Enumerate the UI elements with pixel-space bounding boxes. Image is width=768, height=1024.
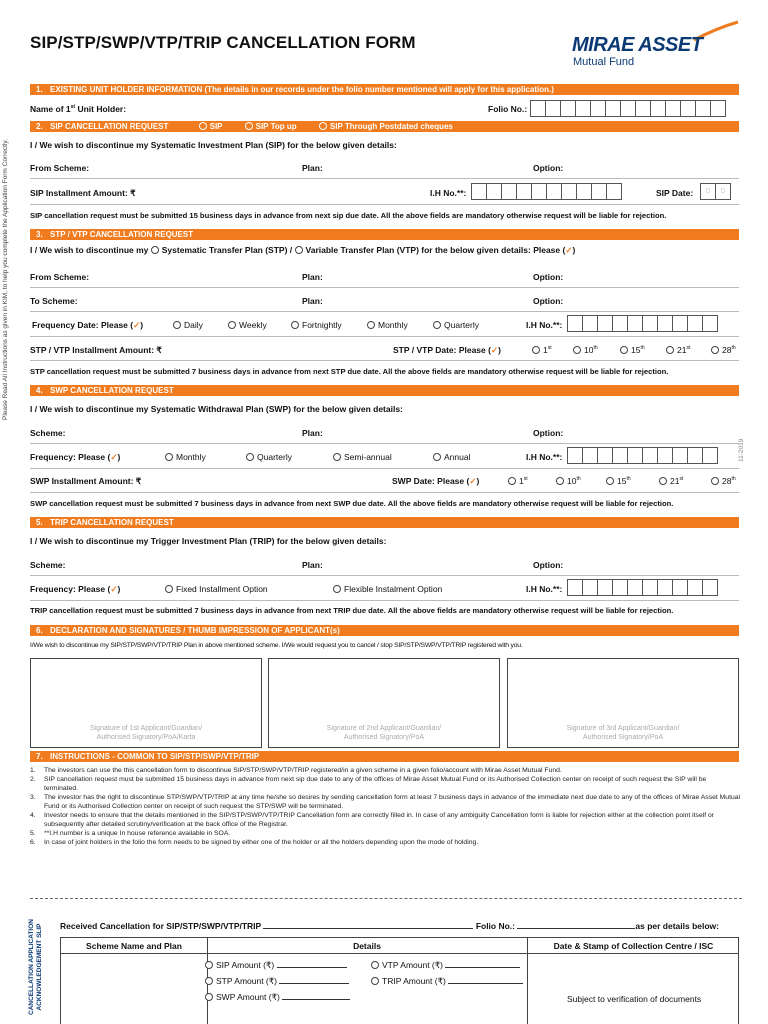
sip-amount-label: SIP Installment Amount: ₹: [30, 188, 136, 198]
stp-amount-label: STP / VTP Installment Amount: ₹: [30, 345, 162, 355]
section-title: SWP CANCELLATION REQUEST: [50, 386, 174, 395]
sip-intro: I / We wish to discontinue my Systematic Investment Plan (SIP) for the below given details:: [30, 140, 397, 150]
ack-stp[interactable]: STP Amount (₹): [205, 976, 349, 987]
swp-note: SWP cancellation request must be submitted 7 business days in advance from next SWP due date. All the above fields are mandatory otherwise request will be liable for rejection.: [30, 499, 674, 508]
section-1-header: [30, 84, 739, 95]
signature-box-2[interactable]: [268, 658, 500, 748]
stp-intro: I / We wish to discontinue my Systematic Transfer Plan (STP) / Variable Transfer Plan (VTP) for the below given details: Please (✓): [30, 245, 576, 255]
date-10th[interactable]: 10th: [556, 476, 581, 486]
section-6-header: [30, 625, 739, 636]
instruction-item: 2. SIP cancellation request must be submitted 15 business days in advance from next sip due date to any of the offices of Mirae Asset Mutual Fund or its Authorised Collection center on receipt of such request the SIP will be terminated.: [30, 776, 707, 792]
section-7-header: [30, 751, 739, 762]
trip-intro: I / We wish to discontinue my Trigger Investment Plan (TRIP) for the below given details:: [30, 536, 387, 546]
instruction-item: 3. The investor has the right to discontinue STP/SWP/VTP/TRIP at any time he/she so desires by sending cancellation form at least 7 business days in advance of the immediate next due date to any of the offices of Mirae Asset Mutual Fund or its Authorised Collection center on receipt of such request the STP/SWP will be terminated.: [30, 794, 741, 810]
ack-trip[interactable]: TRIP Amount (₹): [371, 976, 523, 987]
freq-monthly[interactable]: Monthly: [367, 320, 408, 330]
freq-daily[interactable]: Daily: [173, 320, 203, 330]
freq-quarterly[interactable]: Quarterly: [246, 452, 292, 462]
swp-intro: I / We wish to discontinue my Systematic Withdrawal Plan (SWP) for the below given details:: [30, 404, 403, 414]
freq-flexible[interactable]: Flexible Instalment Option: [333, 584, 442, 594]
freq-quarterly[interactable]: Quarterly: [433, 320, 479, 330]
date-15th[interactable]: 15th: [620, 345, 645, 355]
option-label: Option:: [533, 272, 564, 282]
freq-fortnightly[interactable]: Fortnightly: [291, 320, 342, 330]
folio-label: Folio No.:: [488, 104, 528, 114]
logo-sub: Mutual Fund: [573, 56, 635, 68]
ih-label: I.H No.**:: [526, 452, 563, 462]
verify-note: Subject to verification of documents: [567, 994, 702, 1004]
date-10th[interactable]: 10th: [573, 345, 598, 355]
ack-vtp[interactable]: VTP Amount (₹): [371, 960, 520, 971]
section-2-header: [30, 121, 739, 132]
option-label: Option:: [533, 428, 564, 438]
sip-date-field[interactable]: D D: [701, 183, 731, 200]
swp-date-label: SWP Date: Please (✓): [392, 476, 480, 486]
freq-fixed[interactable]: Fixed Installment Option: [165, 584, 268, 594]
to-scheme-label: To Scheme:: [30, 296, 78, 306]
ih-number-field[interactable]: [568, 315, 718, 332]
freq-semi-annual[interactable]: Semi-annual: [333, 452, 392, 462]
section-3-header: [30, 229, 739, 240]
ack-sip[interactable]: SIP Amount (₹): [205, 960, 347, 971]
tick-icon: ✓: [565, 245, 573, 255]
col-scheme: Scheme Name and Plan: [86, 941, 182, 951]
swp-frequency-label: Frequency: Please (✓): [30, 452, 121, 462]
date-28th[interactable]: 28th: [711, 476, 736, 486]
instruction-item: 6. In case of joint holders in the folio the form needs to be signed by either one of the holder or all the holders depending upon the mode of holding.: [30, 839, 479, 846]
section-num: 4.: [36, 386, 43, 395]
ih-label: I.H No.**:: [526, 584, 563, 594]
ack-swp[interactable]: SWP Amount (₹): [205, 992, 350, 1003]
section-5-header: [30, 517, 739, 528]
instructions-list: [30, 766, 742, 847]
stp-date-label: STP / VTP Date: Please (✓): [393, 345, 501, 355]
radio-icon[interactable]: [295, 246, 303, 254]
ack-received-line: Received Cancellation for SIP/STP/SWP/VTP/TRIP Folio No.: as per details below:: [60, 921, 719, 931]
scheme-label: Scheme:: [30, 560, 66, 570]
section-num: 7.: [36, 752, 43, 761]
folio-number-field[interactable]: [531, 100, 726, 117]
section-num: 5.: [36, 518, 43, 527]
section-num: 1.: [36, 85, 43, 94]
instruction-item: 1. The investors can use the this cancellation form to discontinue SIP/STP/SWP/VTP/TRIP registered/in a given scheme in a given folio/account with Mirae Asset Mutual Fund.: [30, 767, 562, 774]
section-title: STP / VTP CANCELLATION REQUEST: [50, 230, 194, 239]
ih-number-field[interactable]: [472, 183, 622, 200]
section-title: TRIP CANCELLATION REQUEST: [50, 518, 174, 527]
freq-weekly[interactable]: Weekly: [228, 320, 267, 330]
section-title: INSTRUCTIONS - COMMON TO SIP/STP/SWP/VTP/TRIP: [50, 752, 260, 761]
from-scheme-label: From Scheme:: [30, 163, 90, 173]
col-details: Details: [353, 941, 381, 951]
declaration-text: I/We wish to discontinue my SIP/STP/SWP/VTP/TRIP Plan in above mentioned scheme. I/We would request you to cancel / stop SIP/STP/SWP/VTP/TRIP registered with you.: [30, 642, 523, 649]
cut-line: [30, 898, 742, 899]
sip-note: SIP cancellation request must be submitted 15 business days in advance from next sip due date. All the above fields are mandatory otherwise request will be liable for rejection.: [30, 211, 667, 220]
from-scheme-label: From Scheme:: [30, 272, 90, 282]
instruction-item: 5. **I.H number is a unique In house reference available in SOA.: [30, 830, 231, 837]
trip-frequency-label: Frequency: Please (✓): [30, 584, 121, 594]
scheme-label: Scheme:: [30, 428, 66, 438]
date-28th[interactable]: 28th: [711, 345, 736, 355]
ih-label: I.H No.**:: [430, 188, 467, 198]
signature-label: Signature of 1st Applicant/Guardian/ Authorised Signatory/PoA/Karta: [89, 725, 203, 741]
mirae-asset-logo: [572, 20, 742, 70]
trip-note: TRIP cancellation request must be submitted 7 business days in advance from next TRIP due date. All the above fields are mandatory otherwise request will be liable for rejection.: [30, 606, 674, 615]
stp-note: STP cancellation request must be submitted 7 business days in advance from next STP due date. All the above fields are mandatory otherwise request will be liable for rejection.: [30, 367, 669, 376]
option-label: Option:: [533, 296, 564, 306]
side-note: Please Read All Instructions as given in KIM, to help you complete the Application Form Correctly.: [2, 139, 9, 420]
stp-frequency-label: Frequency Date: Please (✓): [32, 320, 144, 330]
section-title: SIP CANCELLATION REQUEST: [50, 122, 169, 131]
date-1st[interactable]: 1st: [508, 476, 528, 486]
plan-label: Plan:: [302, 296, 323, 306]
date-1st[interactable]: 1st: [532, 345, 552, 355]
plan-label: Plan:: [302, 560, 323, 570]
sip-date-label: SIP Date:: [656, 188, 694, 198]
sip-topup-option[interactable]: SIP Top up: [245, 122, 297, 131]
ih-label: I.H No.**:: [526, 320, 563, 330]
radio-icon: [245, 122, 253, 130]
ih-number-field[interactable]: [568, 579, 718, 596]
option-label: Option:: [533, 163, 564, 173]
section-4-header: [30, 385, 739, 396]
signature-box-3[interactable]: [507, 658, 739, 748]
form-title: SIP/STP/SWP/VTP/TRIP CANCELLATION FORM: [30, 33, 416, 52]
section-num: 3.: [36, 230, 43, 239]
section-title: DECLARATION AND SIGNATURES / THUMB IMPRESSION OF APPLICANT(s): [50, 626, 340, 635]
form-code: 11-2019: [738, 438, 745, 462]
logo-brand: MIRAE ASSET: [572, 34, 703, 56]
date-21st[interactable]: 21st: [659, 476, 683, 486]
swp-amount-label: SWP Installment Amount: ₹: [30, 476, 142, 486]
sip-postdated-option[interactable]: SIP Through Postdated cheques: [319, 122, 453, 131]
ack-side-label: CANCELLATION APPLICATION ACKNOWLEDGEMENT SLIP: [28, 919, 43, 1015]
ih-number-field[interactable]: [568, 447, 718, 464]
date-21st[interactable]: 21st: [666, 345, 690, 355]
freq-monthly[interactable]: Monthly: [165, 452, 206, 462]
name-label: Name of 1st Unit Holder:: [30, 104, 127, 114]
instruction-item: 4. Investor needs to ensure that the details mentioned in the SIP/STP/SWP/VTP/TRIP Cancellation form are correctly filled in. In case of any ambiguity Cancellation form is liable for rejection either at the collection point itself or subsequently after detailed scrutiny/verification at the back office of the Registrar.: [30, 812, 715, 828]
option-label: Option:: [533, 560, 564, 570]
plan-label: Plan:: [302, 163, 323, 173]
radio-icon: [319, 122, 327, 130]
section-title: EXISTING UNIT HOLDER INFORMATION (The details in our records under the folio number mentioned will apply for this application.): [50, 85, 554, 94]
section-num: 2.: [36, 122, 43, 131]
plan-label: Plan:: [302, 428, 323, 438]
ack-table: [60, 937, 739, 1024]
radio-icon: [199, 122, 207, 130]
signature-label: Signature of 3rd Applicant/Guardian/ Authorised Signatory/PoA: [566, 725, 680, 741]
signature-label: Signature of 2nd Applicant/Guardian/ Authorised Signatory/PoA: [326, 725, 442, 741]
date-15th[interactable]: 15th: [606, 476, 631, 486]
signature-box-1[interactable]: [30, 658, 262, 748]
section-num: 6.: [36, 626, 43, 635]
sip-option[interactable]: SIP: [199, 122, 223, 131]
freq-annual[interactable]: Annual: [433, 452, 470, 462]
plan-label: Plan:: [302, 272, 323, 282]
col-stamp: Date & Stamp of Collection Centre / ISC: [553, 941, 714, 951]
radio-icon[interactable]: [151, 246, 159, 254]
